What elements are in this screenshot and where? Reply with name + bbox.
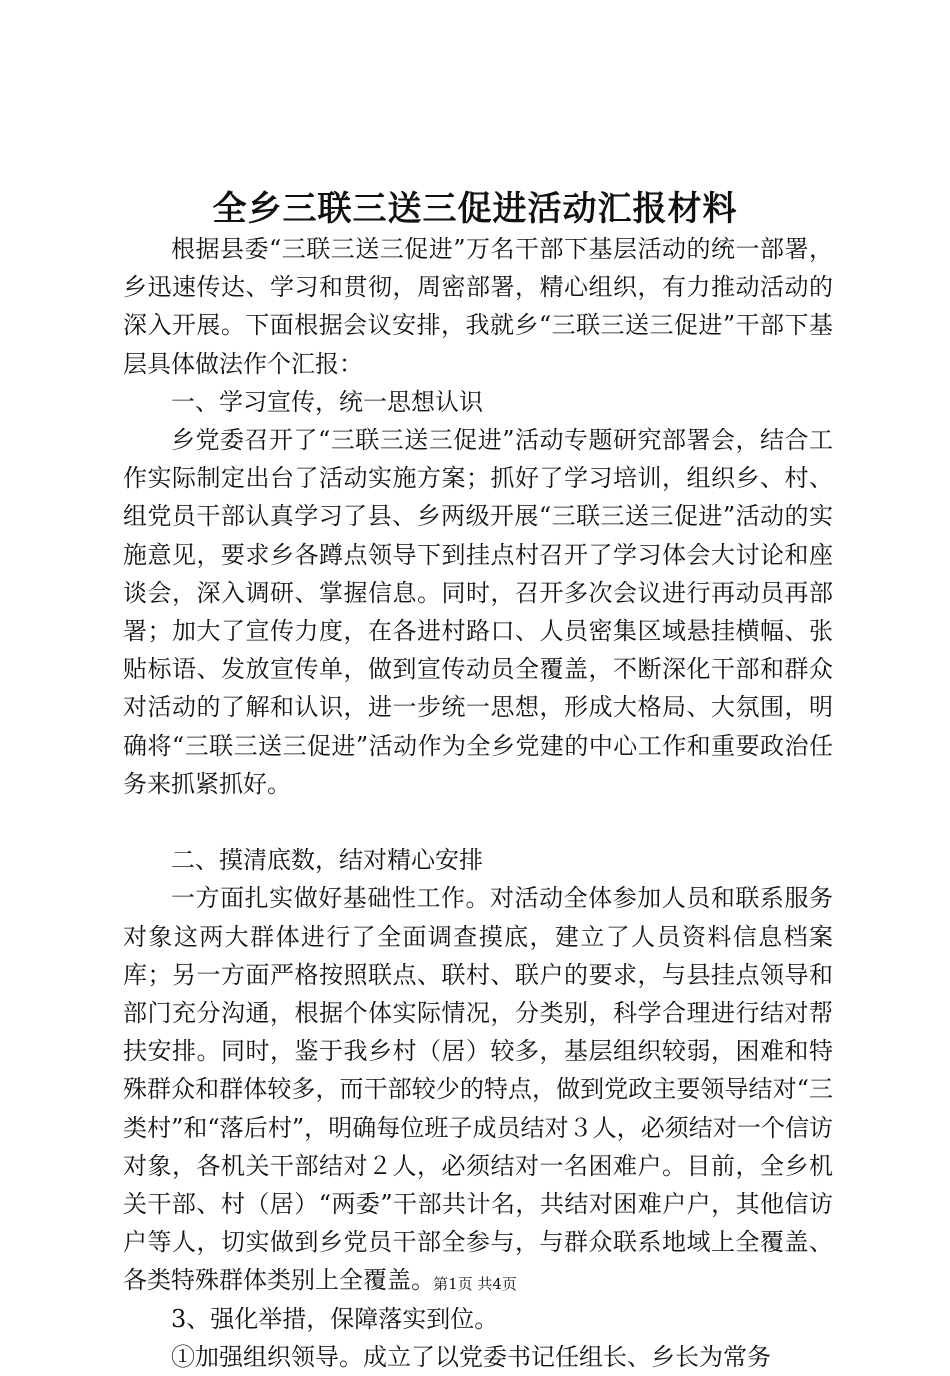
document-title: 全乡三联三送三促进活动汇报材料: [212, 189, 738, 229]
document-body: [123, 230, 833, 1376]
section-heading-2: 二、摸清底数，结对精心安排: [171, 846, 483, 875]
section-heading-1: 一、学习宣传，统一思想认识: [171, 387, 483, 416]
paragraph-spacer: [123, 803, 833, 841]
intro-paragraph: 根据县委“三联三送三促进”万名干部下基层活动的统一部署，乡迅速传达、学习和贯彻，周密部署，精心组织，有力推动活动的深入开展。下面根据会议安排，我就乡“三联三送三促进”干部下基层具体做法作个汇报：: [123, 235, 833, 378]
section-2-paragraph: 一方面扎实做好基础性工作。对活动全体参加人员和联系服务对象这两大群体进行了全面调查摸底，建立了人员资料信息档案库；另一方面严格按照联点、联村、联户的要求，与县挂点领导和部门充分沟通，根据个体实际情况，分类别，科学合理进行结对帮扶安排。同时，鉴于我乡村（居）较多，基层组织较弱，困难和特殊群众和群体较多，而干部较少的特点，做到党政主要领导结对“三类村”和“落后村”，明确每位班子成员结对３人，必须结对一个信访对象，各机关干部结对２人，必须结对一名困难户。目前，全乡机关干部、村（居）“两委”干部共计名，共结对困难户户，其他信访户等人，切实做到乡党员干部全参与，与群众联系地域上全覆盖、各类特殊群体类别上全覆盖。: [123, 884, 833, 1295]
section-1-paragraph: 乡党委召开了“三联三送三促进”活动专题研究部署会，结合工作实际制定出台了活动实施方案；抓好了学习培训，组织乡、村、组党员干部认真学习了县、乡两级开展“三联三送三促进”活动的实施意见，要求乡各蹲点领导下到挂点村召开了学习体会大讨论和座谈会，深入调研、掌握信息。同时，召开多次会议进行再动员再部署；加大了宣传力度，在各进村路口、人员密集区域悬挂横幅、张贴标语、发放宣传单，做到宣传动员全覆盖，不断深化干部和群众对活动的了解和认识，进一步统一思想，形成大格局、大氛围，明确将“三联三送三促进”活动作为全乡党建的中心工作和重要政治任务来抓紧抓好。: [123, 426, 833, 798]
page-footer: 第1页 共4页: [433, 1275, 517, 1293]
section-heading-3: 3、强化举措，保障落实到位。: [171, 1304, 499, 1333]
section-3-item-1: ①加强组织领导。成立了以党委书记任组长、乡长为常务: [171, 1342, 771, 1371]
